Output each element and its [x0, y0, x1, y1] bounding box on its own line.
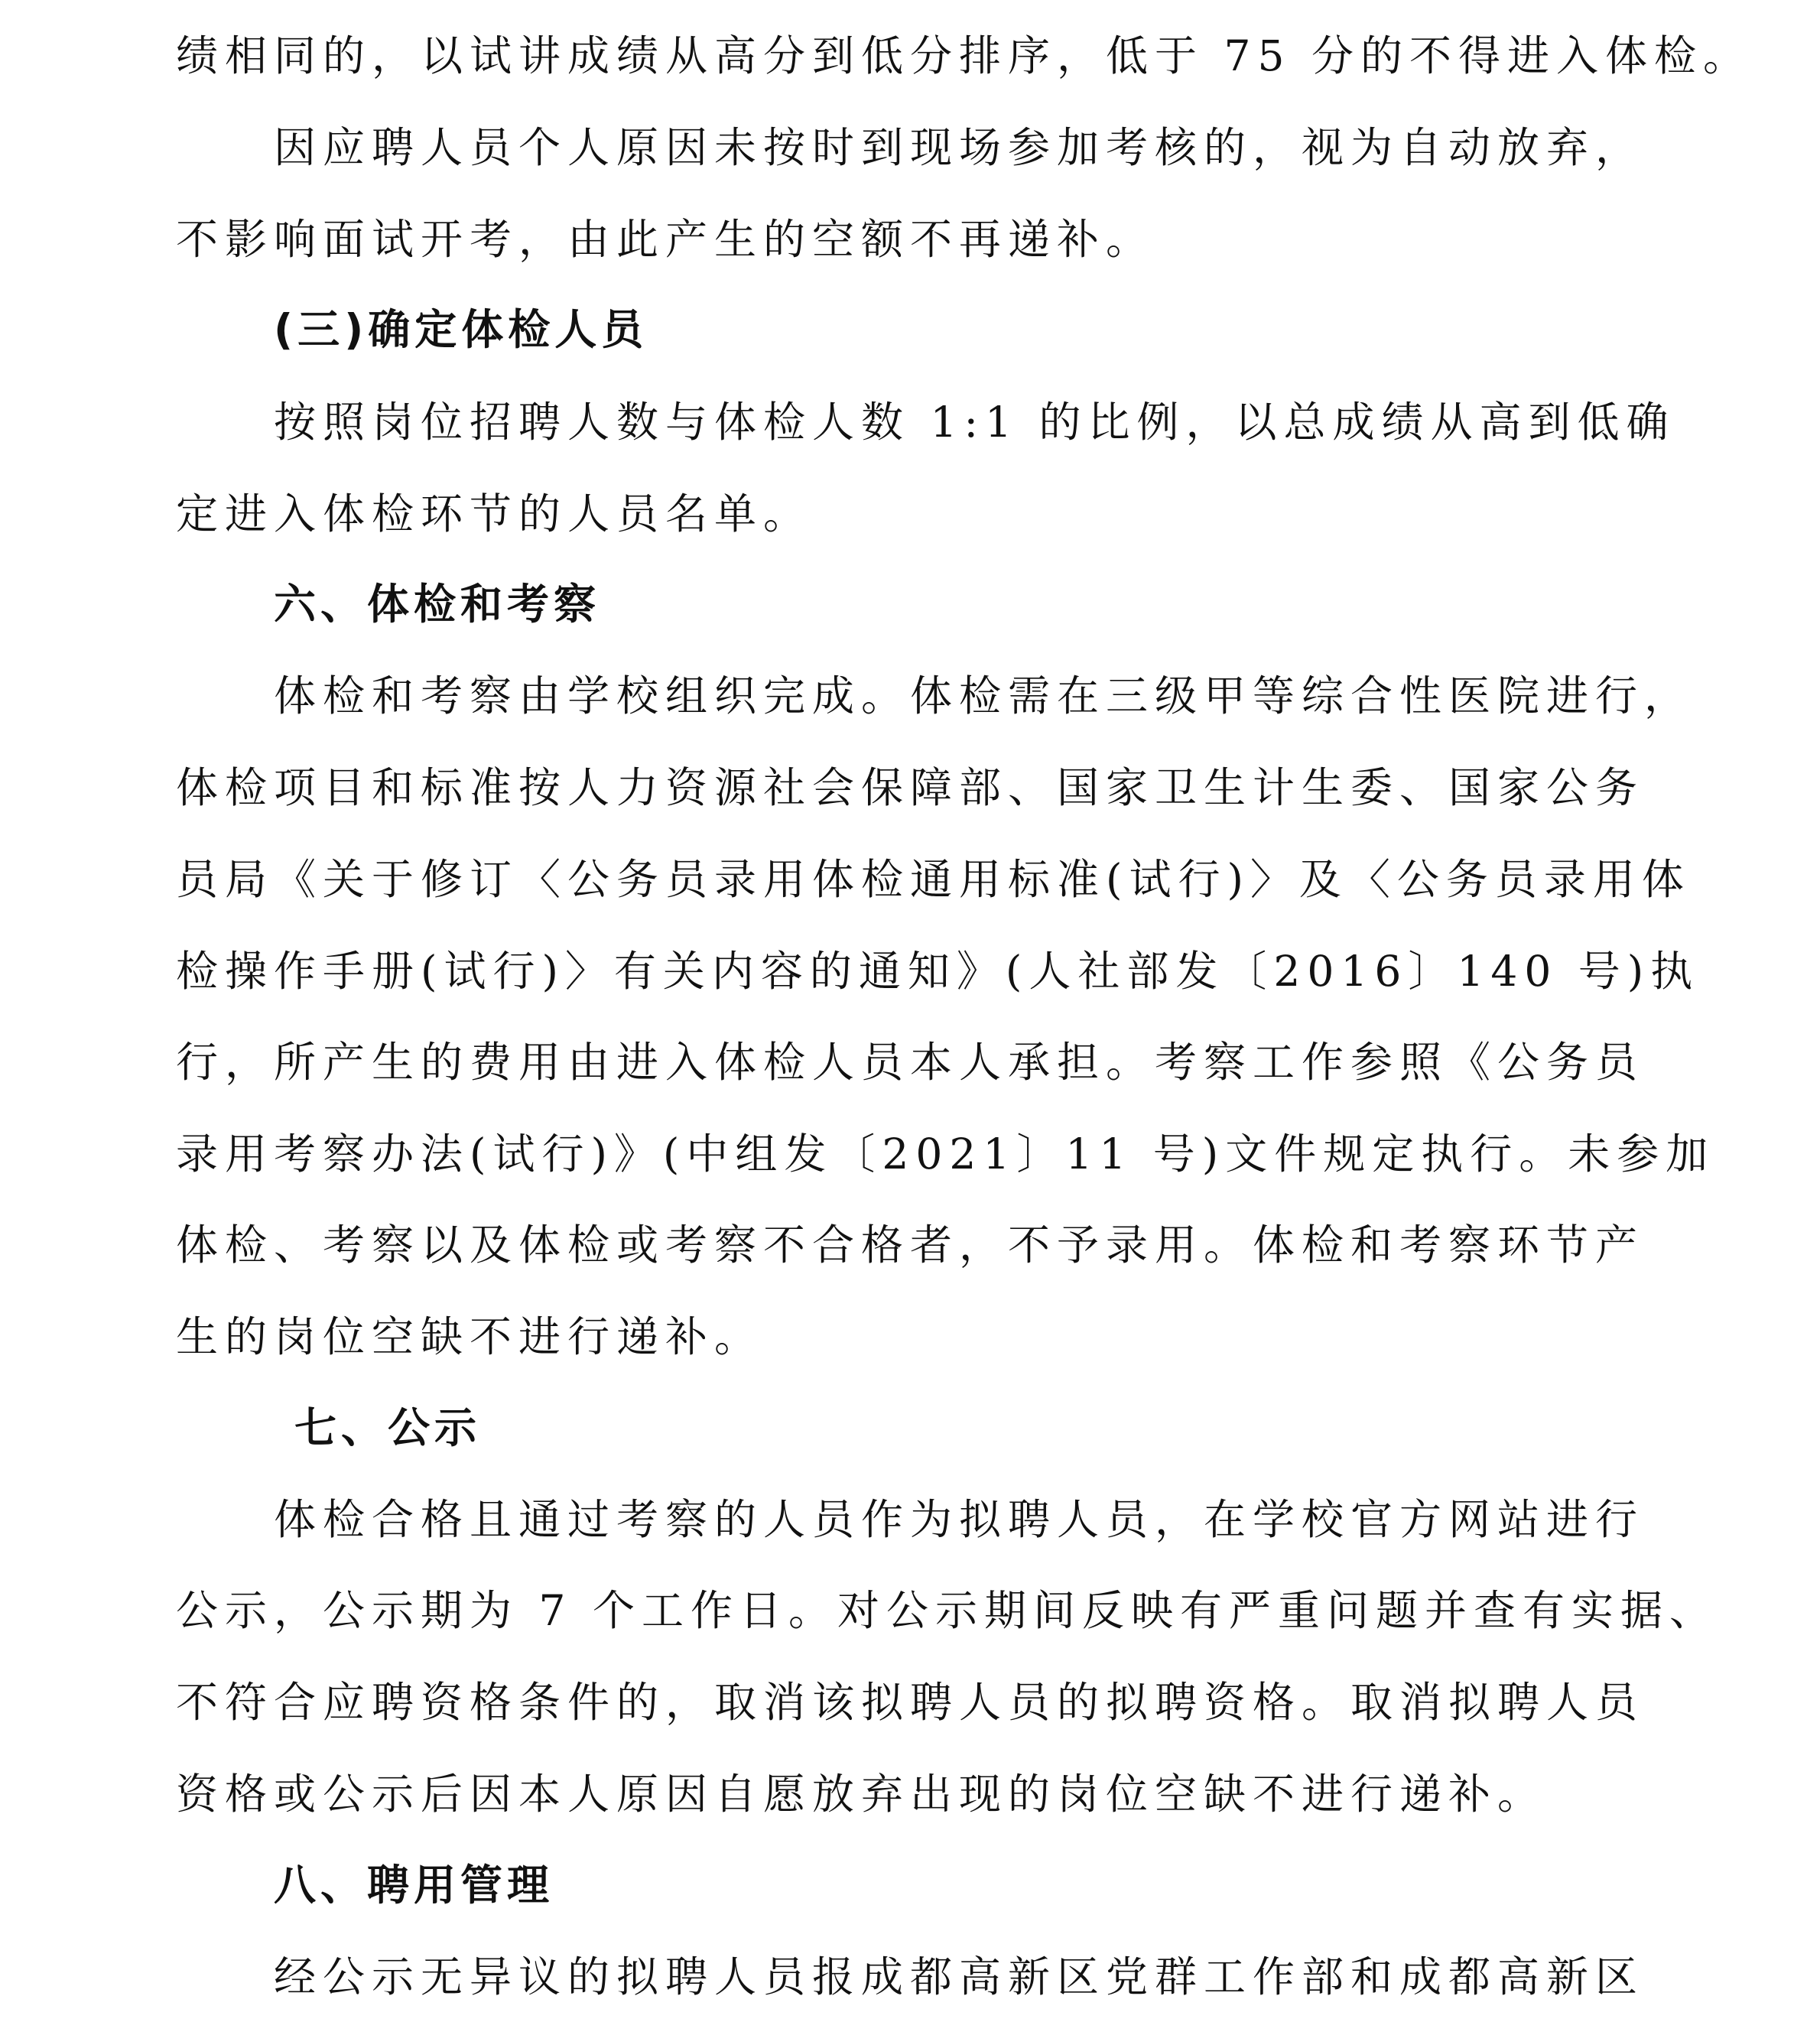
paragraph-line: 不影响面试开考，由此产生的空额不再递补。 — [176, 215, 1155, 264]
paragraph-line: 体检合格且通过考察的人员作为拟聘人员，在学校官方网站进行 — [274, 1495, 1645, 1544]
paragraph-line: 因应聘人员个人原因未按时到现场参加考核的，视为自动放弃， — [274, 123, 1645, 172]
section-subheading: (三)确定体检人员 — [274, 305, 648, 354]
section-heading: 六、体检和考察 — [274, 580, 601, 629]
section-heading: 八、聘用管理 — [274, 1861, 554, 1910]
paragraph-line: 不符合应聘资格条件的，取消该拟聘人员的拟聘资格。取消拟聘人员 — [176, 1678, 1645, 1727]
paragraph-line: 录用考察办法(试行)》(中组发〔2021〕11 号)文件规定执行。未参加 — [176, 1130, 1715, 1178]
paragraph-line: 行，所产生的费用由进入体检人员本人承担。考察工作参照《公务员 — [176, 1038, 1645, 1087]
paragraph-line: 检操作手册(试行)〉有关内容的通知》(人社部发〔2016〕140 号)执 — [176, 947, 1700, 996]
paragraph-line: 绩相同的，以试讲成绩从高分到低分排序，低于 75 分的不得进入体检。 — [176, 31, 1752, 80]
paragraph-line: 公示，公示期为 7 个工作日。对公示期间反映有严重问题并查有实据、 — [176, 1586, 1718, 1635]
paragraph-line: 体检项目和标准按人力资源社会保障部、国家卫生计生委、国家公务 — [176, 763, 1645, 812]
paragraph-line: 员局《关于修订〈公务员录用体检通用标准(试行)〉及〈公务员录用体 — [176, 855, 1691, 904]
paragraph-line: 生的岗位空缺不进行递补。 — [176, 1312, 764, 1361]
paragraph-line: 资格或公示后因本人原因自愿放弃出现的岗位空缺不进行递补。 — [176, 1770, 1547, 1819]
paragraph-line: 体检、考察以及体检或考察不合格者，不予录用。体检和考察环节产 — [176, 1221, 1645, 1269]
paragraph-line: 体检和考察由学校组织完成。体检需在三级甲等综合性医院进行， — [274, 671, 1694, 720]
paragraph-line: 按照岗位招聘人数与体检人数 1:1 的比例，以总成绩从高到低确 — [274, 398, 1675, 447]
paragraph-line: 定进入体检环节的人员名单。 — [176, 489, 813, 538]
paragraph-line: 经公示无异议的拟聘人员报成都高新区党群工作部和成都高新区 — [274, 1952, 1645, 2001]
section-heading: 七、公示 — [294, 1403, 482, 1452]
